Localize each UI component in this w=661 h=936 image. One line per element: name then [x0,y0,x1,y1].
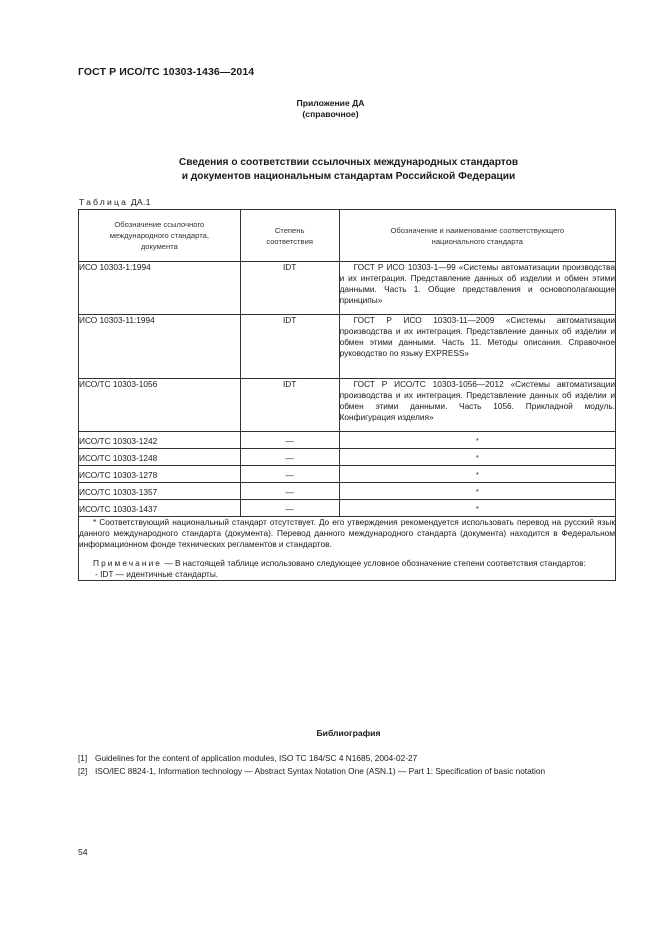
cell-degree: IDT [240,262,339,315]
cell-designation: ИСО/ТС 10303-1242 [79,432,241,449]
note-item: - IDT — идентичные стандарты. [95,569,219,579]
cell-degree: — [240,432,339,449]
cell-national: * [339,432,615,449]
table-row [79,500,616,517]
cell-national: * [339,466,615,483]
cell-designation: ИСО/ТС 10303-1357 [79,483,241,500]
cell-degree: — [240,500,339,517]
note-label: Примечание [93,558,163,568]
cell-degree: IDT [240,379,339,432]
annex-title: Приложение ДА [296,98,365,108]
table-note [79,558,615,569]
table-caption-word: Таблица [79,197,129,207]
cell-designation: ИСО/ТС 10303-1278 [79,466,241,483]
bibliography-list [78,753,616,778]
correspondence-table [78,209,616,581]
table-caption-id: ДА.1 [130,197,151,207]
bibliography-entry-number: [2] [78,765,88,776]
cell-degree: IDT [240,315,339,379]
table-footer-row [79,517,616,581]
cell-designation: ИСО 10303-1:1994 [79,262,241,315]
cell-degree: — [240,449,339,466]
bibliography-title: Библиография [316,728,381,738]
cell-designation: ИСО/ТС 10303-1056 [79,379,241,432]
cell-national: ГОСТ Р ИСО 10303-11—2009 «Системы автоматизации производства и их интеграция. Представление данных об изделии и обмен этими данными. Часть 11. Методы описания. Справочное руководство по языку EXPRESS» [339,315,615,379]
section-title-line1: Сведения о соответствии ссылочных международных стандартов [178,157,519,168]
table-row [79,262,616,315]
table-row [79,483,616,500]
cell-national: ГОСТ Р ИСО/ТС 10303-1056—2012 «Системы автоматизации производства и их интеграция. Представление данных об изделии и обмен этими данными. Часть 1056. Прикладной модуль. Конфигурация изделия» [339,379,615,432]
table-row [79,432,616,449]
cell-designation: ИСО 10303-11:1994 [79,315,241,379]
bibliography-entry [78,753,616,765]
bibliography-entry-text: ISO/IEC 8824-1, Information technology — Abstract Syntax Notation One (ASN.1) — Part 1: Specification of basic notation [95,765,546,776]
cell-degree: — [240,483,339,500]
page-number: 54 [78,847,88,857]
table-row [79,449,616,466]
section-title [0,156,661,184]
table-footnote: * Соответствующий национальный стандарт отсутствует. До его утверждения рекомендуется использовать перевод на русский язык данного международного стандарта (документа). Перевод данного международного стандарта (документа) находится в Федеральном информационном фонде технических регламентов и стандартов. [79,517,615,549]
cell-national: * [339,500,615,517]
annex-heading [0,98,661,120]
header-degree: Степень соответствия [240,210,339,262]
header-designation: Обозначение ссылочного международного стандарта, документа [79,210,241,262]
annex-subtitle: (справочное) [302,109,359,119]
note-text: — В настоящей таблице использовано следующее условное обозначение степени соответствия стандартов: [162,558,586,568]
header-national: Обозначение и наименование соответствующего национального стандарта [339,210,615,262]
document-header: ГОСТ Р ИСО/ТС 10303-1436—2014 [78,66,255,78]
table-footnote-cell [79,517,616,581]
table-caption [79,197,151,207]
bibliography-entry [78,766,616,778]
table-row [79,379,616,432]
section-title-line2: и документов национальным стандартам Российской Федерации [181,171,516,182]
cell-national: * [339,449,615,466]
bibliography-entry-number: [1] [78,753,88,763]
cell-designation: ИСО/ТС 10303-1437 [79,500,241,517]
cell-national: ГОСТ Р ИСО 10303-1—99 «Системы автоматизации производства и их интеграция. Представление данных об изделии и обмен этими данными. Часть 1. Общие представления и основополагающие принципы» [339,262,615,315]
bibliography-entry-text: Guidelines for the content of application modules, ISO TC 184/SC 4 N1685, 2004-02-27 [95,753,418,763]
table-header-row [79,210,616,262]
table-row [79,466,616,483]
cell-degree: — [240,466,339,483]
table-row [79,315,616,379]
cell-designation: ИСО/ТС 10303-1248 [79,449,241,466]
cell-national: * [339,483,615,500]
